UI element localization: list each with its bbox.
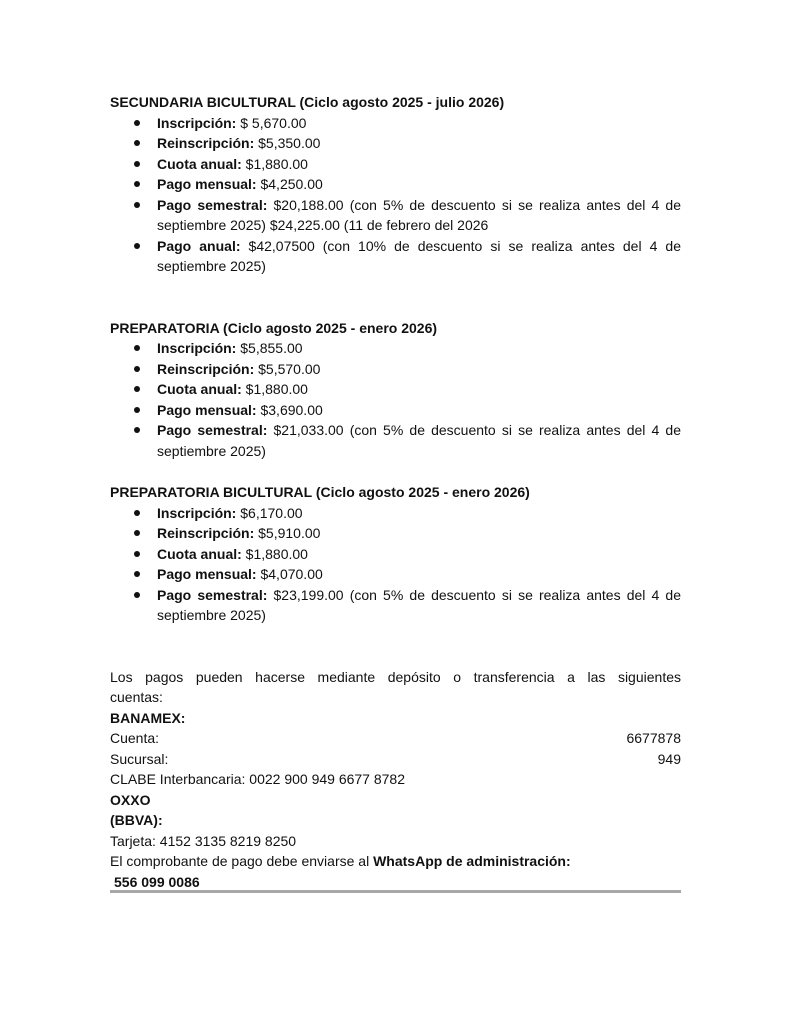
list-item <box>110 544 681 565</box>
item-value: $21,033.00 (con 5% de descuento si se realiza antes del 4 de septiembre 2025) <box>157 422 681 459</box>
price-list <box>110 503 681 626</box>
item-value: $5,350.00 <box>258 135 321 151</box>
item-label: Pago semestral: <box>157 196 268 213</box>
cuenta-row <box>110 728 681 749</box>
bullet-icon <box>134 161 140 167</box>
section-heading: PREPARATORIA (Ciclo agosto 2025 - enero 2026) <box>110 319 438 336</box>
item-label: Cuota anual: <box>157 155 242 172</box>
section-preparatoria-bicultural <box>110 482 681 626</box>
section-preparatoria <box>110 318 681 462</box>
item-value: $5,910.00 <box>258 525 321 541</box>
tarjeta-line: Tarjeta: 4152 3135 8219 8250 <box>110 832 297 849</box>
item-label: Inscripción: <box>157 114 237 131</box>
item-value: $4,070.00 <box>260 566 323 582</box>
item-label: Pago anual: <box>157 237 241 254</box>
item-value: $5,855.00 <box>240 340 303 356</box>
document-content <box>110 92 681 892</box>
bullet-icon <box>134 181 140 187</box>
list-item <box>110 379 681 400</box>
bullet-icon <box>134 386 140 392</box>
banamex-title: BANAMEX: <box>110 709 186 726</box>
item-value: $5,570.00 <box>258 360 321 377</box>
list-item <box>110 359 681 380</box>
whatsapp-label: WhatsApp de administración: <box>373 853 571 869</box>
bullet-icon <box>134 427 140 433</box>
bullet-icon <box>134 592 140 598</box>
payment-info <box>110 667 681 893</box>
cuenta-value: 6677878 <box>626 730 681 746</box>
item-value: $23,199.00 (con 5% de descuento si se realiza antes del 4 de septiembre 2025) <box>157 586 681 623</box>
bbva-title: (BBVA): <box>110 812 163 828</box>
item-value: $1,880.00 <box>245 381 308 397</box>
list-item <box>110 338 681 359</box>
item-value: $3,690.00 <box>260 401 323 418</box>
list-item <box>110 420 681 461</box>
horizontal-divider <box>110 890 681 893</box>
list-item <box>110 195 681 236</box>
section-heading: SECUNDARIA BICULTURAL (Ciclo agosto 2025 - julio 2026) <box>110 94 505 110</box>
list-item <box>110 400 681 421</box>
item-value: $1,880.00 <box>245 155 308 172</box>
item-label: Inscripción: <box>157 340 237 356</box>
list-item <box>110 564 681 585</box>
spacer <box>110 626 681 667</box>
comprobante-text: El comprobante de pago debe enviarse al <box>110 853 374 869</box>
price-list <box>110 113 681 277</box>
item-label: Pago mensual: <box>157 176 257 192</box>
item-label: Cuota anual: <box>157 545 242 562</box>
item-value: $1,880.00 <box>245 545 308 562</box>
section-heading: PREPARATORIA BICULTURAL (Ciclo agosto 2025 - enero 2026) <box>110 484 530 500</box>
list-item <box>110 154 681 175</box>
sucursal-label: Sucursal: <box>110 750 169 767</box>
list-item <box>110 174 681 195</box>
item-label: Pago semestral: <box>157 422 268 438</box>
cuenta-label: Cuenta: <box>110 730 160 746</box>
list-item <box>110 133 681 154</box>
whatsapp-number: 556 099 0086 <box>114 873 200 890</box>
clabe-line: CLABE Interbancaria: 0022 900 949 6677 8782 <box>110 771 406 787</box>
item-label: Reinscripción: <box>157 525 255 541</box>
sucursal-value: 949 <box>657 750 681 767</box>
bullet-icon <box>134 120 140 126</box>
bullet-icon <box>134 530 140 536</box>
item-value: $20,188.00 (con 5% de descuento si se realiza antes del 4 de septiembre 2025) $24,225.00 (11 de febrero del 2026 <box>157 196 681 233</box>
section-secundaria-bicultural <box>110 92 681 277</box>
bullet-icon <box>134 551 140 557</box>
oxxo-title: OXXO <box>110 791 151 808</box>
bullet-icon <box>134 345 140 351</box>
bullet-icon <box>134 366 140 372</box>
item-value: $ 5,670.00 <box>240 114 307 131</box>
payment-intro: Los pagos pueden hacerse mediante depósito o transferencia a las siguientes cuentas: <box>110 668 681 705</box>
spacer <box>110 277 681 318</box>
item-value: $6,170.00 <box>240 504 303 521</box>
list-item <box>110 503 681 524</box>
bullet-icon <box>134 140 140 146</box>
spacer <box>110 461 681 482</box>
bullet-icon <box>134 243 140 249</box>
list-item <box>110 236 681 277</box>
item-label: Inscripción: <box>157 504 237 521</box>
item-label: Reinscripción: <box>157 135 255 151</box>
item-label: Reinscripción: <box>157 360 255 377</box>
bullet-icon <box>134 571 140 577</box>
bullet-icon <box>134 510 140 516</box>
item-label: Pago semestral: <box>157 586 268 603</box>
bullet-icon <box>134 407 140 413</box>
item-value: $4,250.00 <box>260 176 323 192</box>
list-item <box>110 523 681 544</box>
item-label: Pago mensual: <box>157 566 257 582</box>
price-list <box>110 338 681 461</box>
bullet-icon <box>134 202 140 208</box>
list-item <box>110 113 681 134</box>
list-item <box>110 585 681 626</box>
sucursal-row <box>110 749 681 770</box>
comprobante-line <box>110 851 681 872</box>
item-value: $42,07500 (con 10% de descuento si se realiza antes del 4 de septiembre 2025) <box>157 237 681 274</box>
item-label: Cuota anual: <box>157 381 242 397</box>
item-label: Pago mensual: <box>157 401 257 418</box>
